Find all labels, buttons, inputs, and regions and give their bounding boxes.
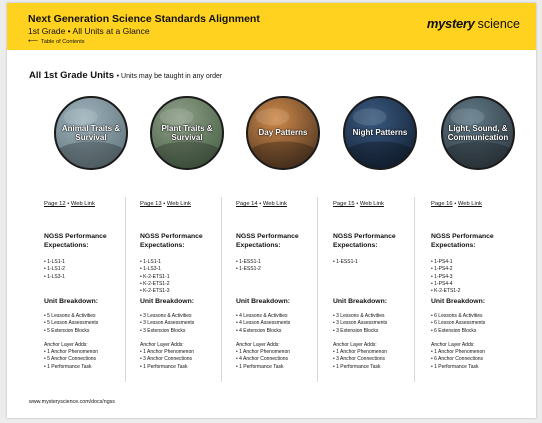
ngss-code-list	[140, 259, 170, 295]
ngss-code: • 1-LS1-2	[44, 266, 65, 273]
unit-breakdown-heading: Unit Breakdown:	[236, 298, 291, 305]
anchor-item: • 1 Anchor Phenomenon	[236, 349, 291, 355]
unit-column	[44, 96, 138, 370]
unit-title: Night Patterns	[352, 128, 408, 138]
anchor-item: • 1 Anchor Phenomenon	[431, 349, 486, 355]
page-link[interactable]: Page 16	[431, 201, 453, 207]
ngss-heading: NGSS Performance Expectations:	[44, 233, 107, 249]
breakdown-item: • 3 Lessons & Activities	[140, 313, 192, 319]
unit-column	[431, 96, 525, 370]
unit-links	[333, 201, 384, 207]
link-separator: •	[354, 201, 360, 207]
anchor-item: • 1 Performance Task	[333, 363, 381, 370]
ngss-code: • 1-LS1-1	[44, 259, 65, 265]
link-separator: •	[161, 201, 167, 207]
unit-links	[140, 201, 191, 207]
document-title: Next Generation Science Standards Alignment	[28, 13, 260, 25]
breakdown-item: • 6 Lesson Assessments	[431, 320, 486, 327]
link-separator: •	[257, 201, 263, 207]
anchor-layer-heading: Anchor Layer Adds:	[431, 342, 475, 348]
ngss-code-list	[236, 259, 261, 274]
page-link[interactable]: Page 12	[44, 201, 66, 207]
web-link[interactable]: Web Link	[262, 201, 287, 207]
unit-column	[140, 96, 234, 370]
unit-image-circle[interactable]	[150, 96, 224, 170]
ngss-heading: NGSS Performance Expectations:	[431, 233, 494, 249]
ngss-code-list	[44, 259, 65, 281]
anchor-item: • 1 Performance Task	[236, 363, 284, 370]
breakdown-item: • 3 Lesson Assessments	[140, 320, 195, 327]
link-separator: •	[65, 201, 71, 207]
unit-breakdown-list	[140, 313, 194, 335]
anchor-item: • 1 Anchor Phenomenon	[333, 349, 388, 355]
unit-title: Plant Traits & Survival	[161, 123, 213, 142]
anchor-layer-heading: Anchor Layer Adds:	[236, 342, 280, 348]
anchor-layer-heading: Anchor Layer Adds:	[333, 342, 377, 348]
back-arrow-icon: ⟵	[28, 38, 39, 45]
section-heading	[29, 70, 222, 81]
breakdown-item: • 5 Extension Blocks	[44, 327, 90, 334]
anchor-layer-list	[140, 349, 194, 371]
ngss-heading: NGSS Performance Expectations:	[236, 233, 299, 249]
document-page	[7, 3, 536, 418]
footer-url[interactable]: www.mysteryscience.com/docs/ngss	[29, 399, 115, 405]
ngss-code-list	[333, 259, 358, 266]
unit-breakdown-heading: Unit Breakdown:	[44, 298, 99, 305]
ngss-code: • 1-PS4-3	[431, 273, 453, 280]
anchor-item: • 1 Anchor Phenomenon	[44, 349, 99, 355]
anchor-layer-heading: Anchor Layer Adds:	[44, 342, 88, 348]
web-link[interactable]: Web Link	[166, 201, 191, 207]
anchor-item: • 4 Anchor Connections	[236, 356, 289, 363]
logo-text-science: science	[477, 17, 520, 31]
ngss-code: • 1-ESS1-1	[236, 259, 261, 265]
breakdown-item: • 4 Extension Blocks	[236, 327, 282, 334]
anchor-item: • 6 Anchor Connections	[431, 356, 484, 363]
column-divider	[125, 197, 126, 382]
web-link[interactable]: Web Link	[70, 201, 95, 207]
breakdown-item: • 6 Extension Blocks	[431, 327, 477, 334]
anchor-layer-heading: Anchor Layer Adds:	[140, 342, 184, 348]
unit-title: Day Patterns	[258, 128, 308, 138]
unit-links	[431, 201, 482, 207]
unit-breakdown-heading: Unit Breakdown:	[431, 298, 486, 305]
unit-image-circle[interactable]	[441, 96, 515, 170]
unit-image-circle[interactable]	[54, 96, 128, 170]
anchor-layer-list	[333, 349, 387, 371]
link-separator: •	[452, 201, 458, 207]
column-divider	[221, 197, 222, 382]
section-note: • Units may be taught in any order	[116, 73, 223, 80]
anchor-layer-list	[44, 349, 98, 371]
ngss-code: • 1-PS4-2	[431, 266, 453, 273]
document-subtitle: 1st Grade • All Units at a Glance	[28, 26, 150, 36]
ngss-code: • 1-LS3-1	[44, 273, 65, 280]
unit-breakdown-list	[236, 313, 290, 335]
ngss-code: • K-2-ETS1-3	[140, 288, 170, 294]
ngss-code: • K-2-ETS1-2	[140, 280, 170, 287]
logo-text-mystery: mystery	[426, 16, 475, 31]
breakdown-item: • 3 Extension Blocks	[333, 327, 379, 334]
breakdown-item: • 3 Extension Blocks	[140, 327, 186, 334]
ngss-code: • 1-ESS1-2	[236, 266, 261, 273]
table-of-contents-label: Table of Contents	[41, 38, 85, 45]
anchor-item: • 1 Performance Task	[431, 363, 479, 370]
unit-image-circle[interactable]	[246, 96, 320, 170]
unit-column	[236, 96, 330, 370]
breakdown-item: • 4 Lessons & Activities	[236, 313, 288, 319]
table-of-contents-link[interactable]	[28, 38, 85, 45]
unit-breakdown-heading: Unit Breakdown:	[140, 298, 195, 305]
ngss-code: • 1-ESS1-1	[333, 259, 358, 265]
ngss-code: • K-2-ETS1-2	[431, 288, 461, 294]
header-banner	[7, 3, 536, 50]
anchor-layer-list	[236, 349, 290, 371]
breakdown-item: • 5 Lessons & Activities	[44, 313, 96, 319]
ngss-heading: NGSS Performance Expectations:	[333, 233, 396, 249]
ngss-code: • 1-PS4-4	[431, 280, 453, 287]
page-link[interactable]: Page 14	[236, 201, 258, 207]
column-divider	[317, 197, 318, 382]
page-link[interactable]: Page 13	[140, 201, 162, 207]
anchor-item: • 1 Performance Task	[44, 363, 92, 370]
ngss-code: • 1-LS3-1	[140, 266, 161, 273]
mystery-science-logo	[427, 16, 520, 31]
breakdown-item: • 4 Lesson Assessments	[236, 320, 291, 327]
anchor-item: • 1 Performance Task	[140, 363, 188, 370]
anchor-item: • 3 Anchor Connections	[333, 356, 386, 363]
web-link[interactable]: Web Link	[457, 201, 482, 207]
web-link[interactable]: Web Link	[359, 201, 384, 207]
ngss-code-list	[431, 259, 461, 295]
page-link[interactable]: Page 15	[333, 201, 355, 207]
unit-title: Light, Sound, & Communication	[447, 123, 509, 142]
breakdown-item: • 3 Lesson Assessments	[333, 320, 388, 327]
unit-column	[333, 96, 427, 370]
unit-breakdown-list	[44, 313, 98, 335]
anchor-item: • 3 Anchor Connections	[140, 356, 193, 363]
breakdown-item: • 6 Lessons & Activities	[431, 313, 483, 319]
unit-image-circle[interactable]	[343, 96, 417, 170]
ngss-code: • 1-LS1-1	[140, 259, 161, 265]
unit-breakdown-heading: Unit Breakdown:	[333, 298, 388, 305]
anchor-layer-list	[431, 349, 485, 371]
unit-links	[236, 201, 287, 207]
column-divider	[414, 197, 415, 382]
unit-links	[44, 201, 95, 207]
breakdown-item: • 5 Lesson Assessments	[44, 320, 99, 327]
breakdown-item: • 3 Lessons & Activities	[333, 313, 385, 319]
unit-breakdown-list	[431, 313, 485, 335]
ngss-code: • 1-PS4-1	[431, 259, 453, 265]
ngss-code: • K-2-ETS1-1	[140, 273, 170, 280]
unit-breakdown-list	[333, 313, 387, 335]
anchor-item: • 5 Anchor Connections	[44, 356, 97, 363]
ngss-heading: NGSS Performance Expectations:	[140, 233, 203, 249]
unit-title: Animal Traits & Survival	[61, 123, 121, 142]
anchor-item: • 1 Anchor Phenomenon	[140, 349, 195, 355]
section-title: All 1st Grade Units	[29, 70, 114, 81]
